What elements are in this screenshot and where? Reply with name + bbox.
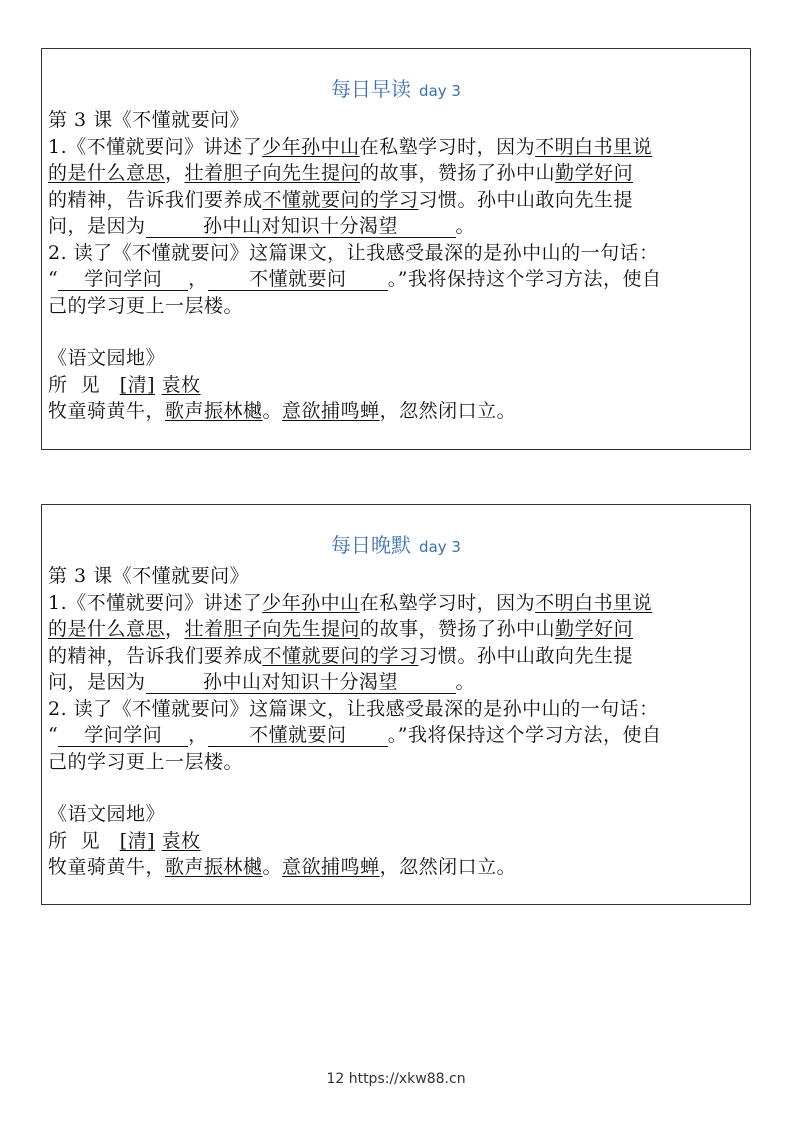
- poem-author: 袁枚: [161, 829, 201, 852]
- card-title-text: 每日早读: [331, 77, 412, 101]
- answer: 壮着胆子向先生提问: [184, 618, 361, 640]
- text: 习惯。孙中山敢向先生提: [418, 644, 634, 667]
- q2-line-1: 2. 读了《不懂就要问》这篇课文，让我感受最深的是孙中山的一句话：: [48, 697, 659, 720]
- card-title: [48, 75, 744, 105]
- text: 的故事，赞扬了孙中山: [360, 618, 556, 640]
- q2-line-3: 己的学习更上一层楼。: [48, 750, 244, 773]
- answer-blank: 孙中山对知识十分渴望: [146, 671, 456, 694]
- q2-line-1: 2. 读了《不懂就要问》这篇课文，让我感受最深的是孙中山的一句话：: [48, 241, 659, 264]
- answer: 壮着胆子向先生提问: [184, 162, 361, 184]
- poem-author: 袁枚: [161, 373, 201, 396]
- q2-line-3: 己的学习更上一层楼。: [48, 294, 244, 317]
- poem-title: 所 见: [48, 829, 101, 852]
- day-label: day 3: [419, 82, 461, 100]
- text: 。: [262, 400, 283, 422]
- answer: 的是什么意思: [48, 162, 166, 184]
- text: “: [48, 268, 59, 290]
- answer: 少年孙中山: [262, 135, 360, 158]
- text: “: [48, 724, 59, 746]
- answer: 少年孙中山: [262, 591, 360, 614]
- text: 。: [262, 856, 283, 878]
- text: ，忽然闭口立。: [379, 400, 517, 422]
- text: 。”我将保持这个学习方法，使自: [387, 724, 662, 746]
- morning-reading-card: [41, 48, 751, 450]
- answer-blank: 不懂就要问: [208, 724, 388, 747]
- text: 在私塾学习时，因为: [359, 135, 536, 158]
- answer: 的是什么意思: [48, 618, 166, 640]
- text: 问，是因为: [48, 215, 146, 237]
- text: 的精神，告诉我们要养成: [48, 644, 263, 667]
- answer: 歌声振林樾: [165, 856, 263, 878]
- answer: 不明白书里说: [535, 591, 653, 614]
- text: ，: [165, 162, 185, 184]
- q1-line-1: [48, 134, 744, 161]
- q1-line-4: [48, 669, 744, 696]
- answer-blank: 学问学问: [58, 268, 188, 291]
- answer: 不懂就要问的学习: [262, 644, 419, 667]
- text: ，: [188, 724, 208, 746]
- answer: 不明白书里说: [535, 135, 653, 158]
- poem-body: [48, 854, 744, 881]
- poem-title-line: [48, 828, 744, 855]
- text: 。: [455, 671, 476, 693]
- answer: 意欲捕鸣蝉: [282, 856, 380, 878]
- answer: 歌声振林樾: [165, 400, 263, 422]
- answer-blank: 孙中山对知识十分渴望: [146, 215, 456, 238]
- text: ，忽然闭口立。: [379, 856, 517, 878]
- answer: 不懂就要问的学习: [262, 188, 419, 211]
- poem-dynasty: [清]: [119, 373, 156, 396]
- text: 习惯。孙中山敢向先生提: [418, 188, 634, 211]
- q1-line-4: [48, 213, 744, 240]
- text: ，: [165, 618, 185, 640]
- q2-line-2: [48, 722, 744, 749]
- lesson-heading: 第 3 课《不懂就要问》: [48, 565, 250, 587]
- poem-dynasty: [清]: [119, 829, 156, 852]
- answer: 勤学好问: [555, 162, 634, 184]
- card-title-text: 每日晚默: [331, 533, 412, 557]
- lesson-heading: 第 3 课《不懂就要问》: [48, 109, 250, 131]
- text: 的精神，告诉我们要养成: [48, 188, 263, 211]
- garden-heading: 《语文园地》: [48, 347, 166, 369]
- text: 牧童骑黄牛，: [48, 400, 166, 422]
- text: 的故事，赞扬了孙中山: [360, 162, 556, 184]
- poem-body: [48, 398, 744, 425]
- answer: 意欲捕鸣蝉: [282, 400, 380, 422]
- q1-line-2: [48, 616, 744, 643]
- evening-dictation-card: [41, 504, 751, 905]
- answer-blank: 不懂就要问: [208, 268, 388, 291]
- text: 1.《不懂就要问》讲述了: [48, 591, 263, 614]
- answer-blank: 学问学问: [58, 724, 188, 747]
- page-footer: 12 https://xkw88.cn: [326, 1071, 466, 1087]
- text: ，: [188, 268, 208, 290]
- text: 1.《不懂就要问》讲述了: [48, 135, 263, 158]
- answer: 勤学好问: [555, 618, 634, 640]
- text: 牧童骑黄牛，: [48, 856, 166, 878]
- poem-title-line: [48, 372, 744, 399]
- card-title: [48, 531, 744, 561]
- text: 。: [455, 215, 476, 237]
- q2-line-2: [48, 266, 744, 293]
- q1-line-2: [48, 160, 744, 187]
- text: 在私塾学习时，因为: [359, 591, 536, 614]
- text: 。”我将保持这个学习方法，使自: [387, 268, 662, 290]
- day-label: day 3: [419, 538, 461, 556]
- q1-line-3: [48, 187, 744, 214]
- garden-heading: 《语文园地》: [48, 803, 166, 825]
- poem-title: 所 见: [48, 373, 101, 396]
- text: 问，是因为: [48, 671, 146, 693]
- q1-line-3: [48, 643, 744, 670]
- q1-line-1: [48, 590, 744, 617]
